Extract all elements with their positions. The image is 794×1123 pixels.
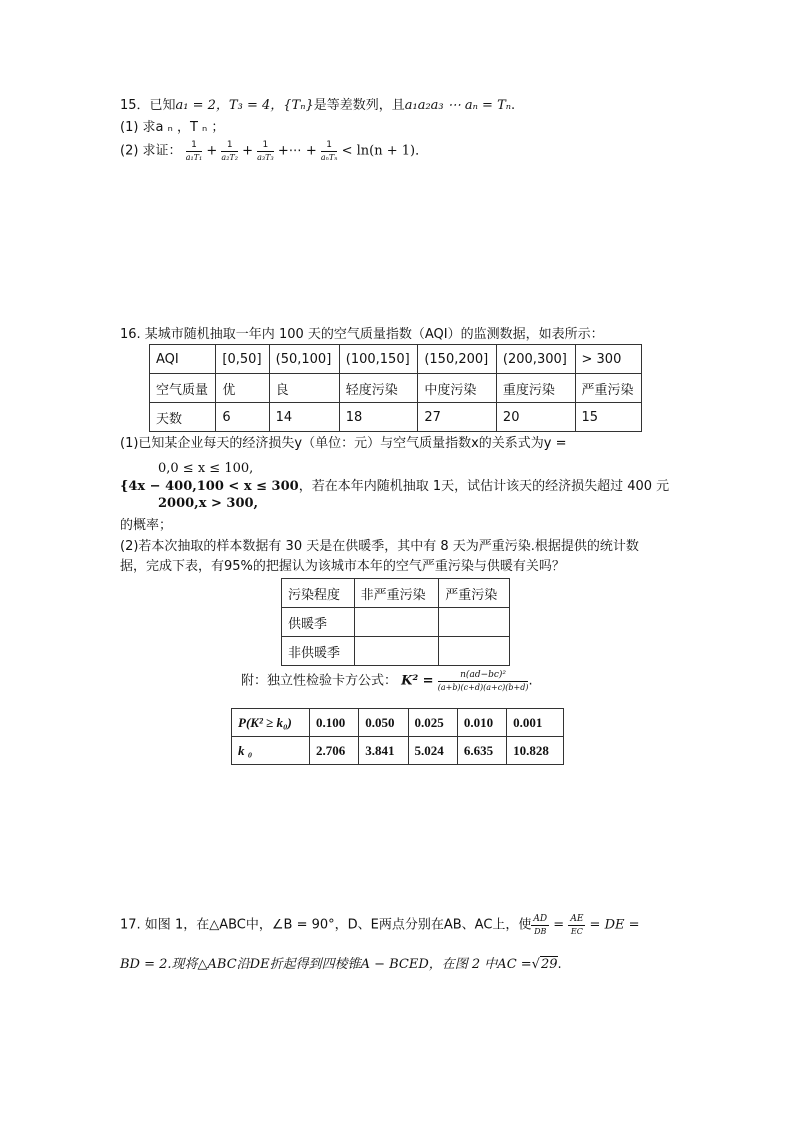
p16-q2-line2: 据，完成下表，有95%的把握认为该城市本年的空气严重污染与供暖有关吗？ [120,559,565,574]
table-cell: (150,200] [418,345,497,374]
table-cell: 0.010 [457,709,506,737]
table-cell: 天数 [150,403,216,432]
table-cell: P(K² ≥ k₀) [232,709,310,737]
table-cell: 严重污染 [575,374,642,403]
table-cell: 18 [339,403,418,432]
p17-line1 [120,914,640,937]
table-cell: 14 [269,403,339,432]
p17-sqrt-value: 29 [540,957,558,972]
p16-formula [241,670,533,693]
table-cell: 重度污染 [496,374,575,403]
p15-prefix: 15．已知 [120,98,176,113]
table-cell: 轻度污染 [339,374,418,403]
table-cell: 0.050 [359,709,408,737]
p15-end: . [511,98,516,113]
p17-line2-text: BD = 2.现将△ABC沿DE折起得到四棱锥A − BCED，在图 2 中AC = [120,957,532,972]
table-cell [439,608,510,637]
p15-frac-1: $\frac{1}{\text{a₁T₁}}$ [185,140,203,162]
table-cell: > 300 [575,345,642,374]
p15-tail: < ln(n + 1)． [341,143,429,159]
p15-frac-n: $\frac{1}{\text{aₙTₙ}}$ [320,140,338,162]
table-cell: 27 [418,403,497,432]
p17-tail: = DE = [589,917,640,933]
table-cell: k ₀ [232,737,310,765]
table-cell: 污染程度 [282,579,355,608]
table-cell: AQI [150,345,216,374]
p16-case2 [120,479,669,495]
plus: + [242,143,253,159]
p15-line1 [120,98,515,114]
table-cell: 空气质量 [150,374,216,403]
p17-end: . [557,957,562,972]
critical-value-table [231,708,564,765]
p15-part1: (1) 求a ₙ ，T ₙ ； [120,120,225,135]
formula-prefix: 附：独立性检验卡方公式： [241,673,398,689]
table-cell: 供暖季 [282,608,355,637]
p16-case2-text: ，若在本年内随机抽取 1天，试估计该天的经济损失超过 400 元 [298,479,670,494]
table-cell: 0.025 [408,709,457,737]
p16-case2-math: {4x − 400,100 < x ≤ 300 [120,479,299,494]
table-cell: 严重污染 [439,579,510,608]
table-cell: (200,300] [496,345,575,374]
aqi-table [149,344,642,432]
table-cell [354,608,439,637]
table-row [150,403,642,432]
table-cell: 0.001 [507,709,564,737]
table-cell: 2.706 [309,737,358,765]
p17-prefix: 17. 如图 1，在△ABC中，∠B = 90°，D、E两点分别在AB、AC上，使 [120,917,532,933]
p16-q1-line1: (1)已知某企业每天的经济损失y（单位：元）与空气质量指数x的关系式为y = [120,436,567,451]
table-cell: 非供暖季 [282,637,355,666]
table-cell: 3.841 [359,737,408,765]
table-cell: 0.100 [309,709,358,737]
p17-eq: = [553,917,565,933]
table-row [232,737,564,765]
table-row [282,608,510,637]
table-row [232,709,564,737]
pollution-table [281,578,510,666]
p15-part2-prefix: (2) 求证： [120,143,182,159]
p15-frac-2: $\frac{1}{\text{a₂T₂}}$ [221,140,238,162]
p17-line2 [120,957,562,973]
formula-end: . [528,673,533,689]
table-cell: 非严重污染 [354,579,439,608]
table-cell: 中度污染 [418,374,497,403]
p17-frac-ae-ec: $\frac{AE}{EC}$ [570,914,584,936]
table-cell: 20 [496,403,575,432]
plus: + [206,143,218,159]
table-cell: 良 [269,374,339,403]
p15-math1: a₁ = 2，T₃ = 4，{Tₙ} [175,98,314,113]
table-cell: 15 [575,403,642,432]
p15-mid: 是等差数列，且 [313,98,405,113]
table-row [282,637,510,666]
table-cell [354,637,439,666]
chi-square-fraction: $\frac{\text{n(ad−bc)²}}{(a+b)(c+d)(a+c)(b+d)}$ [437,670,529,692]
table-cell [439,637,510,666]
formula-lhs: K² = [401,673,434,689]
p15-part2 [120,140,428,163]
p16-q1-end: 的概率； [120,518,173,533]
p17-frac-ad-db: $\frac{AD}{DB}$ [533,914,548,936]
table-cell: 10.828 [507,737,564,765]
p16-intro: 16. 某城市随机抽取一年内 100 天的空气质量指数（AQI）的监测数据，如表所示： [120,327,604,342]
table-cell: 6 [216,403,269,432]
table-row [282,579,510,608]
table-cell: 优 [216,374,269,403]
table-row [150,374,642,403]
sqrt-sign: √ [531,957,540,972]
table-cell: (50,100] [269,345,339,374]
p15-frac-3: $\frac{1}{\text{a₃T₃}}$ [257,140,274,162]
p16-q2-line1: (2)若本次抽取的样本数据有 30 天是在供暖季，其中有 8 天为严重污染.根据提供的统计数 [120,539,639,554]
p16-case3: 2000,x > 300, [158,496,259,511]
p15-dots: +⋯ + [277,143,317,159]
p15-math2: a₁a₂a₃ ⋯ aₙ = Tₙ [404,98,512,113]
table-cell: 6.635 [457,737,506,765]
p16-case1: 0,0 ≤ x ≤ 100, [158,461,254,476]
table-cell: [0,50] [216,345,269,374]
table-cell: (100,150] [339,345,418,374]
table-row [150,345,642,374]
table-cell: 5.024 [408,737,457,765]
